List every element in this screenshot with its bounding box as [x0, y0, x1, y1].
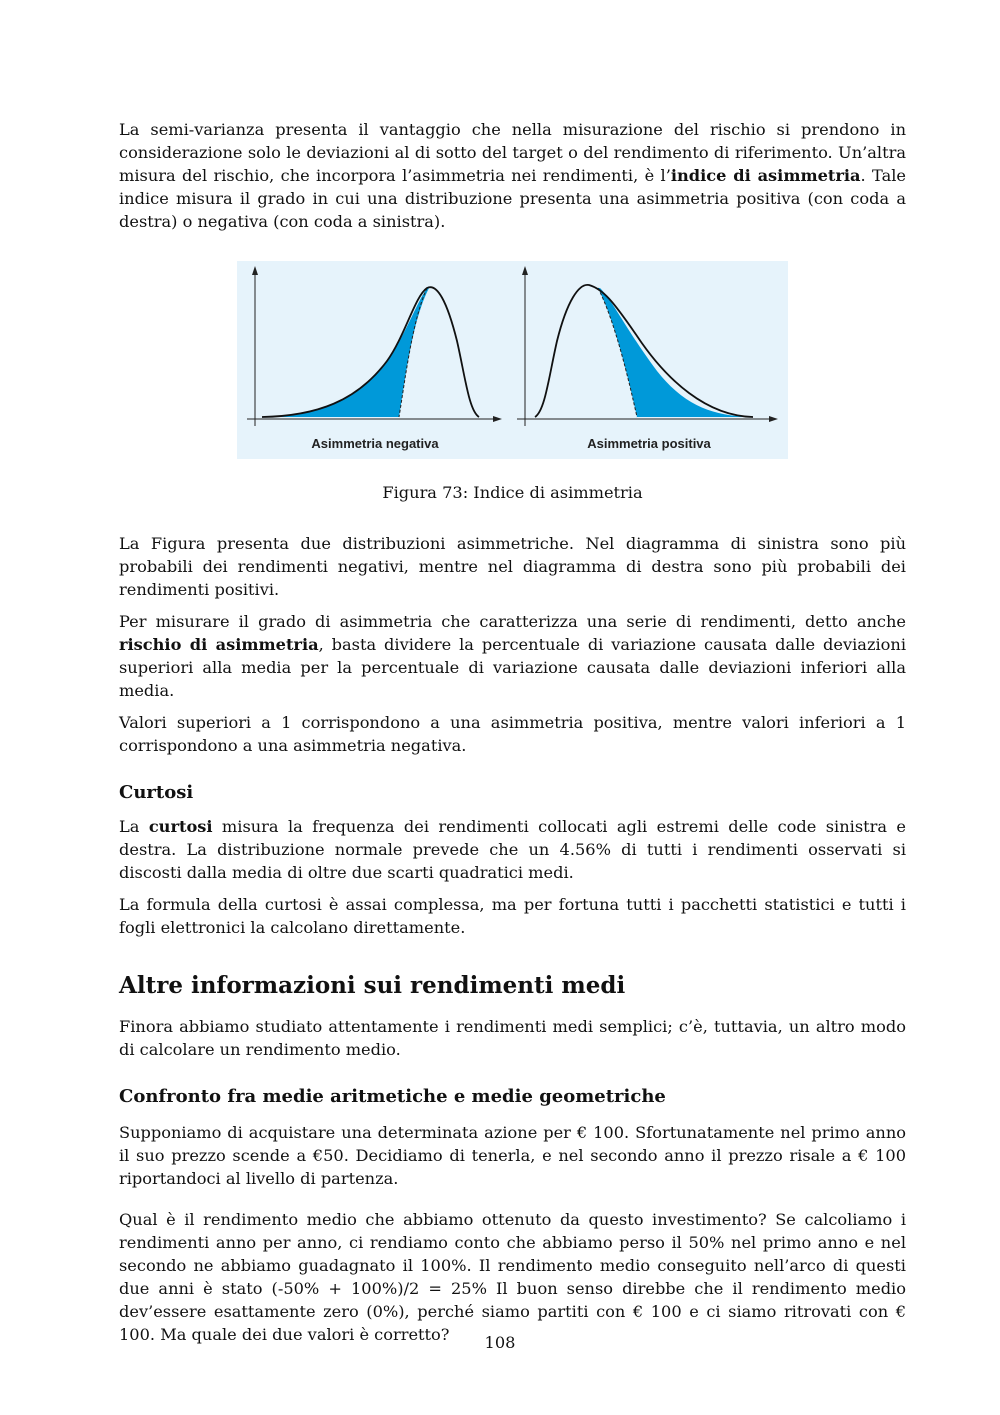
body-paragraph-1: La Figura presenta due distribuzioni asimmetriche. Nel diagramma di sinistra sono più probabili dei rendimenti negativi, mentre nel diagramma di destra sono più probabili dei rendimenti positivi. — [119, 534, 906, 599]
term-curtosi: curtosi — [148, 817, 213, 836]
section-paragraph: Finora abbiamo studiato attentamente i rendimenti medi semplici; c’è, tuttavia, un altro modo di calcolare un rendimento medio. — [119, 1017, 906, 1059]
heading-curtosi: Curtosi — [119, 782, 194, 803]
skewness-diagram — [237, 261, 788, 459]
confronto-paragraph-1: Supponiamo di acquistare una determinata azione per € 100. Sfortunatamente nel primo anno il suo prezzo scende a €50. Decidiamo di tenerla, e nel secondo anno il prezzo risale a € 100 riportandoci al livello di partenza. — [119, 1123, 906, 1188]
figure-background — [237, 261, 788, 459]
curtosi-paragraph-2: La formula della curtosi è assai complessa, ma per fortuna tutti i pacchetti statistici e tutti i fogli elettronici la calcolano direttamente. — [119, 895, 906, 937]
label-asimmetria-positiva: Asimmetria positiva — [587, 436, 711, 451]
term-rischio-asimmetria: rischio di asimmetria — [119, 635, 319, 654]
curtosi-paragraph-1: La curtosi misura la frequenza dei rendimenti collocati agli estremi delle code sinistra e destra. La distribuzione normale prevede che un 4.56% di tutti i rendimenti osservati si discosti dalla media di oltre due scarti quadratici medi. — [119, 817, 906, 882]
intro-paragraph: La semi-varianza presenta il vantaggio che nella misurazione del rischio si prendono in considerazione solo le deviazioni al di sotto del target o del rendimento di riferimento. Un’altra misura del rischio, che incorpora l’asimmetria nei rendimenti, è l’indice di asimmetria. Tale indice misura il grado in cui una distribuzione presenta una asimmetria positiva (con coda a destra) o negativa (con coda a sinistra). — [119, 120, 906, 231]
figure-asimmetria — [119, 261, 906, 504]
page-content — [119, 118, 906, 1346]
term-indice-asimmetria: indice di asimmetria — [670, 166, 861, 185]
heading-confronto: Confronto fra medie aritmetiche e medie geometriche — [119, 1086, 666, 1107]
page-number: 108 — [484, 1333, 516, 1352]
figure-caption: Figura 73: Indice di asimmetria — [382, 483, 643, 502]
body-paragraph-3: Valori superiori a 1 corrispondono a una asimmetria positiva, mentre valori inferiori a 1 corrispondono a una asimmetria negativa. — [119, 713, 906, 755]
confronto-paragraph-2: Qual è il rendimento medio che abbiamo ottenuto da questo investimento? Se calcoliamo i rendimenti anno per anno, ci rendiamo conto che abbiamo perso il 50% nel primo anno e nel secondo ne abbiamo guadagnato il 100%. Il rendimento medio conseguito nell’arco di questi due anni è stato (-50% + 100%)/2 = 25% Il buon senso direbbe che il rendimento medio dev’essere esattamente zero (0%), perché siamo partiti con € 100 e ci siamo ritrovati con € 100. Ma quale dei due valori è corretto? — [119, 1210, 906, 1344]
section-heading: Altre informazioni sui rendimenti medi — [119, 972, 626, 999]
label-asimmetria-negativa: Asimmetria negativa — [311, 436, 439, 451]
body-paragraph-2: Per misurare il grado di asimmetria che caratterizza una serie di rendimenti, detto anche rischio di asimmetria, basta dividere la percentuale di variazione causata dalle deviazioni superiori alla media per la percentuale di variazione causata dalle deviazioni inferiori alla media. — [119, 612, 906, 700]
